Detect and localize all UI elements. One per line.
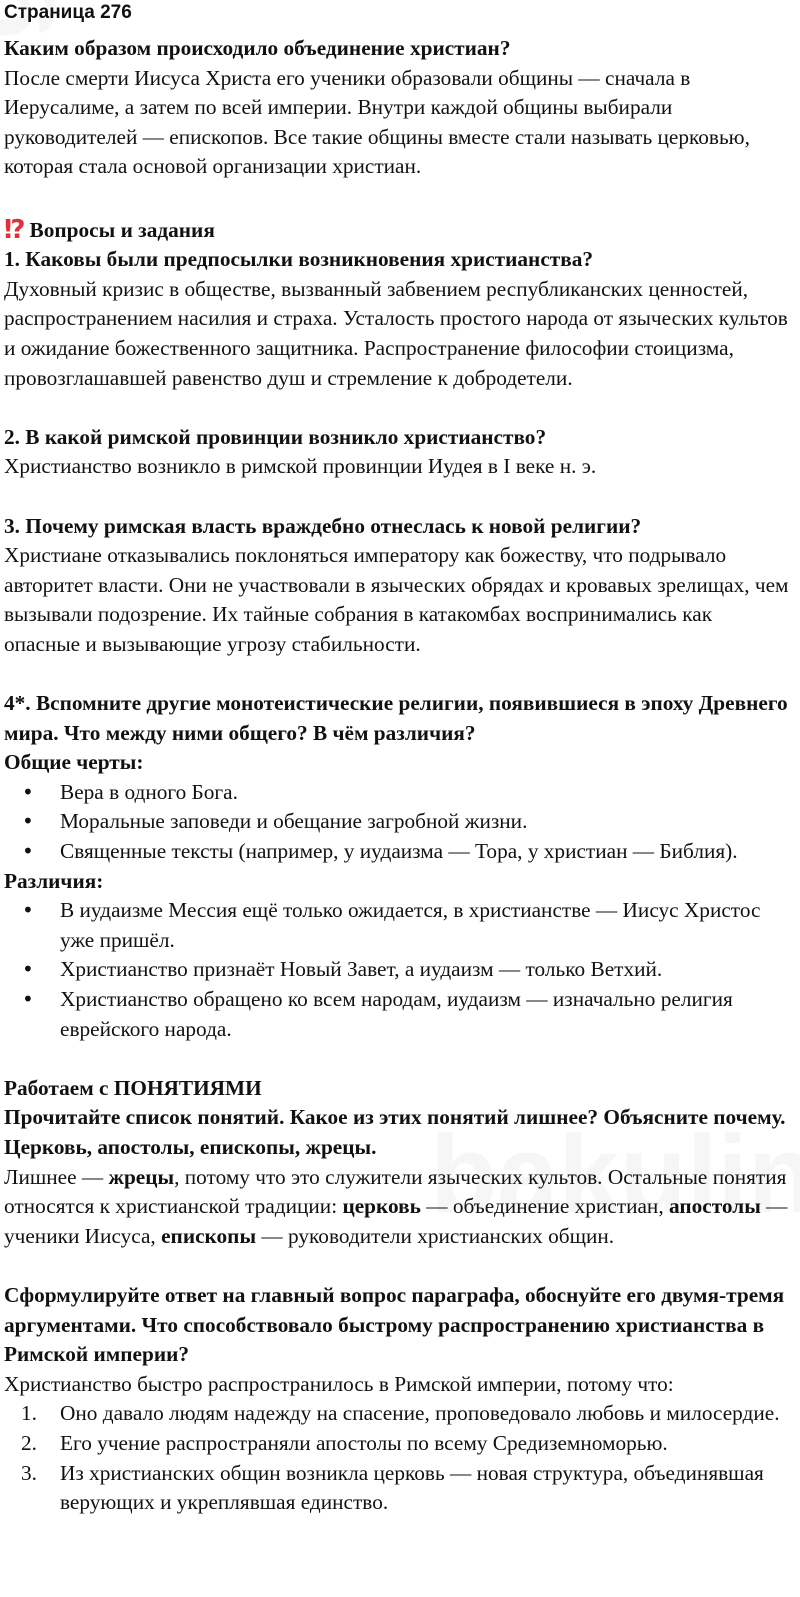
concepts-answer [4, 1163, 792, 1252]
answer-text: , потому что это служители языческих культов. Остальные понятия относятся к христианской традиции: [4, 1164, 787, 1219]
term-priests: жрецы [108, 1164, 175, 1189]
list-item: • Вера в одного Бога. [4, 778, 792, 808]
question-3: 3. Почему римская власть враждебно отнеслась к новой религии? [4, 513, 642, 538]
list-number: 1. [21, 1401, 37, 1426]
answer-text: — ученики Иисуса, [4, 1194, 788, 1248]
list-item [4, 1429, 792, 1459]
list-number: 3. [21, 1460, 37, 1485]
answer-text: Лишнее — [4, 1164, 109, 1189]
section-text: После смерти Иисуса Христа его ученики образовали общины — сначала в Иерусалиме, а затем по всей империи. Внутри каждой общины выбирали руководителей — епископов. Все такие общины вместе стали называть церковью, которая стала основой организации христиан. [4, 65, 750, 179]
answer-3: Христиане отказывались поклоняться императору как божеству, что подрывало авторитет власти. Они не участвовали в языческих обрядах и кровавых зрелищах, чем вызывали подозрение. Их тайные собрания в катакомбах воспринимались как опасные и вызывающие угрозу стабильности. [4, 543, 789, 656]
answer-text: — объединение христиан, [420, 1194, 669, 1219]
exclamation-question-icon: ⁉ [4, 214, 24, 245]
term-bishops: епископы [161, 1223, 257, 1248]
list-text: Из христианских общин возникла церковь — новая структура, объединявшая верующих и укреплявшая единство. [60, 1460, 764, 1515]
list-item: • Священные тексты (например, у иудаизма — Тора, у христиан — Библия). [4, 837, 792, 867]
concepts-title: Работаем с ПОНЯТИЯМИ [4, 1075, 262, 1100]
list-text: Оно давало людям надежду на спасение, проповедовало любовь и милосердие. [60, 1401, 780, 1426]
section-heading: Каким образом происходило объединение христиан? [4, 36, 511, 60]
differences-label: Различия: [4, 868, 104, 893]
term-church: церковь [342, 1194, 421, 1219]
question-1: 1. Каковы были предпосылки возникновения христианства? [4, 247, 594, 272]
list-item: • Христианство обращено ко всем народам, иудаизм — изначально религия еврейского народа. [4, 985, 792, 1044]
list-item [4, 1459, 792, 1518]
answer-1: Духовный кризис в обществе, вызванный забвением республиканских ценностей, распространением насилия и страха. Усталость простого народа от языческих культов и ожидание божественного защитника. Распространение философии стоицизма, провозглашавшей равенство душ и стремление к добродетели. [4, 276, 788, 390]
common-label: Общие черты: [4, 750, 144, 775]
list-number: 2. [21, 1430, 37, 1455]
list-item: • В иудаизме Мессия ещё только ожидается, в христианстве — Иисус Христос уже пришёл. [4, 896, 792, 955]
question-2: 2. В какой римской провинции возникло христианство? [4, 424, 547, 449]
list-item: • Христианство признаёт Новый Завет, а иудаизм — только Ветхий. [4, 955, 792, 985]
main-question-list [4, 1399, 792, 1517]
list-text: Его учение распространяли апостолы по всему Средиземноморью. [60, 1430, 668, 1455]
list-item: • Моральные заповеди и обещание загробной жизни. [4, 807, 792, 837]
list-item [4, 1399, 792, 1429]
common-list [4, 778, 792, 867]
questions-title: Вопросы и задания [29, 217, 215, 242]
concepts-task: Прочитайте список понятий. Какое из этих понятий лишнее? Объясните почему. Церковь, апостолы, епископы, жрецы. [4, 1105, 786, 1159]
main-question-intro: Христианство быстро распространилось в Римской империи, потому что: [4, 1371, 674, 1396]
answer-text: — руководители христианских общин. [256, 1223, 615, 1248]
page-number: Страница 276 [4, 2, 132, 23]
differences-list [4, 896, 792, 1044]
answer-2: Христианство возникло в римской провинции Иудея в I веке н. э. [4, 454, 597, 479]
questions-header [4, 216, 792, 246]
term-apostles: апостолы [668, 1194, 761, 1219]
main-question-task: Сформулируйте ответ на главный вопрос параграфа, обоснуйте его двумя-тремя аргументами. Что способствовало быстрому распространению христианства в Римской империи? [4, 1282, 785, 1367]
question-4: 4*. Вспомните другие монотеистические религии, появившиеся в эпоху Древнего мира. Что между ними общего? В чём различия? [4, 691, 788, 745]
